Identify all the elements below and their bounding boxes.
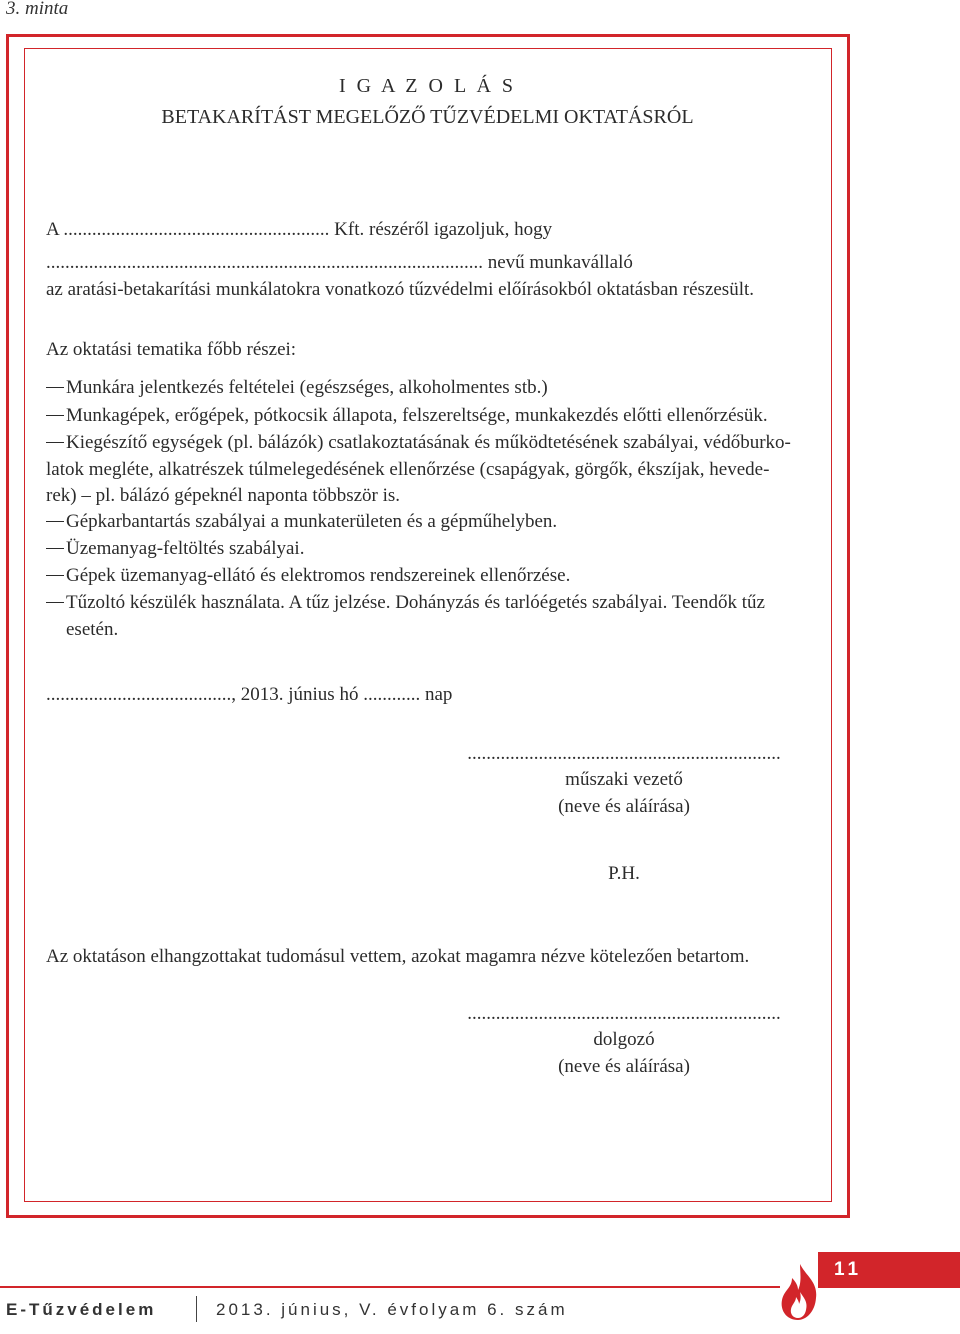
topic-item-continued: esetén. xyxy=(66,619,119,640)
acknowledgement-text: Az oktatáson elhangzottakat tudomásul vettem, azokat magamra nézve kötelezően betartom. xyxy=(46,946,750,967)
signature-note: (neve és aláírása) xyxy=(558,796,690,817)
dash-bullet xyxy=(46,575,64,576)
intro-line-2: ............................................................................................ nevű munkavállaló xyxy=(46,252,633,273)
sample-label: 3. minta xyxy=(6,0,69,19)
dash-bullet xyxy=(46,415,64,416)
magazine-name: E-Tűzvédelem xyxy=(6,1300,157,1319)
flame-icon xyxy=(776,1262,824,1322)
document-subtitle: BETAKARÍTÁST MEGELŐZŐ TŰZVÉDELMI OKTATÁSRÓL xyxy=(161,106,694,128)
issue-info: 2013. június, V. évfolyam 6. szám xyxy=(216,1300,568,1319)
document-title: I G A Z O L Á S xyxy=(338,75,517,97)
dash-bullet xyxy=(46,602,64,603)
signature-role: műszaki vezető xyxy=(565,769,683,790)
topic-item: Gépek üzemanyag-ellátó és elektromos rendszereinek ellenőrzése. xyxy=(66,565,571,586)
topics-heading: Az oktatási tematika főbb részei: xyxy=(46,339,297,360)
signature-note: (neve és aláírása) xyxy=(558,1056,690,1077)
topic-item: Tűzoltó készülék használata. A tűz jelzése. Dohányzás és tarlóégetés szabályai. Teendők tűz xyxy=(66,592,765,613)
topic-item: Munkára jelentkezés feltételei (egészséges, alkoholmentes stb.) xyxy=(66,377,548,398)
signature-role: dolgozó xyxy=(593,1029,655,1050)
signature-line: .................................................................. xyxy=(467,1004,781,1023)
intro-line-1: A ........................................................ Kft. részéről igazoljuk, hogy xyxy=(46,219,553,240)
topic-item-continued: latok megléte, alkatrészek túlmelegedésének ellenőrzése (csapágyak, görgők, ékszíjak, hevede- xyxy=(46,459,770,480)
dash-bullet xyxy=(46,387,64,388)
topic-item: Munkagépek, erőgépek, pótkocsik állapota, felszereltsége, munkakezdés előtti ellenőrzésük. xyxy=(66,405,768,426)
footer-divider xyxy=(196,1296,197,1322)
topic-item: Gépkarbantartás szabályai a munkaterületen és a gépműhelyben. xyxy=(66,511,558,532)
stamp-placeholder: P.H. xyxy=(608,863,640,884)
dash-bullet xyxy=(46,442,64,443)
topic-item: Kiegészítő egységek (pl. bálázók) csatlakoztatásának és működtetésének szabályai, védőburko- xyxy=(66,432,791,453)
page-number-badge xyxy=(818,1252,960,1288)
signature-line: .................................................................. xyxy=(467,744,781,763)
topic-item-continued: rek) – pl. bálázó gépeknél naponta többször is. xyxy=(46,485,401,506)
dash-bullet xyxy=(46,548,64,549)
dash-bullet xyxy=(46,521,64,522)
footer-rule xyxy=(0,1286,780,1288)
intro-line-3: az aratási-betakarítási munkálatokra vonatkozó tűzvédelmi előírásokból oktatásban részesült. xyxy=(46,279,755,300)
topic-item: Üzemanyag-feltöltés szabályai. xyxy=(66,538,305,559)
page-number: 11 xyxy=(834,1259,863,1280)
date-line: ......................................., 2013. június hó ............ nap xyxy=(46,684,453,705)
